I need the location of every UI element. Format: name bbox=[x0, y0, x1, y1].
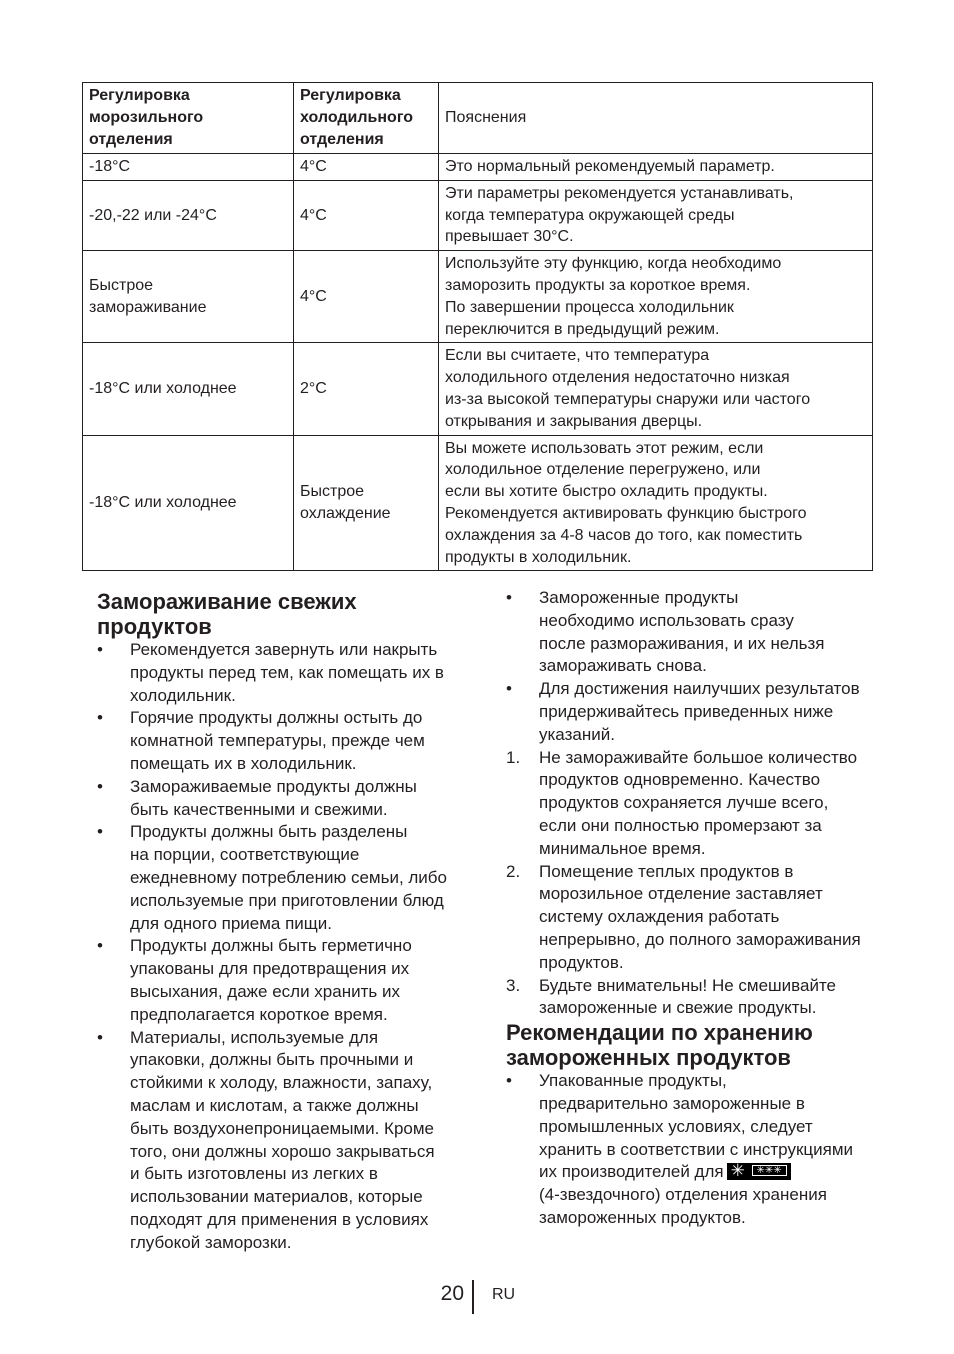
freezer-setting: -18°C bbox=[83, 154, 294, 181]
bullet: • bbox=[506, 588, 512, 607]
list-item bbox=[97, 935, 482, 1026]
fridge-setting: 2°C bbox=[294, 343, 439, 435]
list-item-text: Замороженные продукты необходимо использовать сразу после размораживания, и их нельзя замораживать снова. bbox=[539, 588, 825, 676]
fridge-setting: 4°C bbox=[294, 180, 439, 250]
list-item-text: Материалы, используемые для упаковки, должны быть прочными и стойкими к холоду, влажности, запаху, маслам и кислотам, а также должны быть воздухонепроницаемыми. Кроме того, они должны хорошо закрываться и быть изготовлены из легких в использовании материалов, которые подходят для применения в условиях глубокой заморозки. bbox=[130, 1027, 435, 1252]
storage-section-title: Рекомендации по хранению замороженных продуктов bbox=[506, 1020, 813, 1071]
list-item bbox=[506, 678, 896, 746]
numbered-item-text: Помещение теплых продуктов в морозильное отделение заставляет систему охлаждения работать непрерывно, до полного замораживания продуктов. bbox=[539, 861, 861, 972]
explanation: Вы можете использовать этот режим, если холодильное отделение перегружено, или если вы хотите быстро охладить продукты. Рекомендуется активировать функцию быстрого охлаждения за 4-8 часов до того, как поместить продукты в холодильник. bbox=[439, 435, 873, 571]
list-item bbox=[506, 1070, 896, 1230]
footer-divider bbox=[472, 1280, 474, 1314]
explanation: Используйте эту функцию, когда необходимо заморозить продукты за короткое время. По завершении процесса холодильник переключится в предыдущий режим. bbox=[439, 251, 873, 343]
numbered-list bbox=[506, 747, 896, 1021]
bullet: • bbox=[97, 708, 103, 728]
bullet: • bbox=[97, 776, 103, 796]
item-number: 3. bbox=[506, 975, 521, 995]
fridge-setting: 4°C bbox=[294, 251, 439, 343]
bullet: • bbox=[97, 640, 103, 659]
list-item bbox=[97, 821, 482, 935]
freezer-setting: -18°C или холоднее bbox=[83, 343, 294, 435]
numbered-item bbox=[506, 975, 896, 1021]
language-code: RU bbox=[492, 1286, 516, 1303]
freezer-setting: -20,-22 или -24°C bbox=[83, 180, 294, 250]
list-item bbox=[506, 587, 896, 678]
list-item bbox=[97, 776, 482, 822]
list-item-text: Продукты должны быть герметично упакованы для предотвращения их высыхания, даже если хранить их предполагается короткое время. bbox=[130, 936, 412, 1024]
header-explanation: Пояснения bbox=[439, 83, 873, 154]
freezer-setting: -18°C или холоднее bbox=[83, 435, 294, 571]
storage-list bbox=[506, 1070, 896, 1230]
numbered-item-text: Будьте внимательны! Не смешивайте замороженные и свежие продукты. bbox=[539, 975, 837, 1018]
explanation: Это нормальный рекомендуемый параметр. bbox=[439, 154, 873, 181]
bullet: • bbox=[97, 822, 103, 842]
item-number: 1. bbox=[506, 747, 521, 767]
star-symbol: ✳ bbox=[730, 1161, 745, 1182]
bullet: • bbox=[506, 679, 512, 699]
fridge-setting: Быстрое охлаждение bbox=[294, 435, 439, 571]
list-item-text-continued: (4-звездочного) отделения хранения замороженных продуктов. bbox=[539, 1185, 827, 1227]
header-freezer: Регулировка морозильного отделения bbox=[83, 83, 294, 154]
table-row bbox=[83, 251, 873, 343]
list-item bbox=[97, 639, 482, 707]
table-row bbox=[83, 435, 873, 571]
list-item-text: Для достижения наилучших результатов придерживайтесь приведенных ниже указаний. bbox=[539, 679, 860, 744]
numbered-item bbox=[506, 747, 896, 861]
page-number: 20 bbox=[440, 1282, 464, 1305]
list-item-text: Горячие продукты должны остыть до комнатной температуры, прежде чем помещать их в холодильник. bbox=[130, 708, 425, 773]
list-item bbox=[97, 1027, 482, 1255]
table-row bbox=[83, 180, 873, 250]
page-footer bbox=[0, 1280, 954, 1314]
freezing-section-title: Замораживание свежих продуктов bbox=[97, 589, 357, 639]
bullet: • bbox=[97, 1027, 103, 1047]
freezer-setting: Быстрое замораживание bbox=[83, 251, 294, 343]
explanation: Если вы считаете, что температура холодильного отделения недостаточно низкая из-за высокой температуры снаружи или частого открывания и закрывания дверцы. bbox=[439, 343, 873, 435]
table-header-row bbox=[83, 83, 873, 154]
left-column bbox=[97, 587, 482, 1255]
three-star-box: ✳✳✳ bbox=[752, 1165, 787, 1176]
four-star-freezer-icon bbox=[727, 1163, 791, 1180]
right-column bbox=[506, 587, 896, 1230]
numbered-item-text: Не замораживайте большое количество продуктов одновременно. Качество продуктов сохраняется лучше всего, если они полностью промерзают за минимальное время. bbox=[539, 747, 858, 858]
freezing-list bbox=[97, 639, 482, 1255]
list-item-text: Замораживаемые продукты должны быть качественными и свежими. bbox=[130, 776, 417, 819]
list-item bbox=[97, 707, 482, 775]
list-item-text: Продукты должны быть разделены на порции, соответствующие ежедневному потреблению семьи, либо используемые при приготовлении блюд для одного приема пищи. bbox=[130, 822, 447, 933]
temperature-settings-table bbox=[82, 82, 873, 571]
list-item-text: Упакованные продукты, предварительно замороженные в промышленных условиях, следует хранить в соответствии с инструкциями их производителей для bbox=[539, 1071, 854, 1182]
list-item-text: Рекомендуется завернуть или накрыть продукты перед тем, как помещать их в холодильник. bbox=[130, 640, 444, 705]
frozen-tips-list bbox=[506, 587, 896, 747]
numbered-item bbox=[506, 861, 896, 975]
table-row bbox=[83, 343, 873, 435]
bullet: • bbox=[97, 936, 103, 956]
fridge-setting: 4°C bbox=[294, 154, 439, 181]
item-number: 2. bbox=[506, 861, 521, 881]
bullet: • bbox=[506, 1071, 512, 1091]
header-fridge: Регулировка холодильного отделения bbox=[294, 83, 439, 154]
explanation: Эти параметры рекомендуется устанавливать, когда температура окружающей среды превышает 30°C. bbox=[439, 180, 873, 250]
table-row bbox=[83, 154, 873, 181]
